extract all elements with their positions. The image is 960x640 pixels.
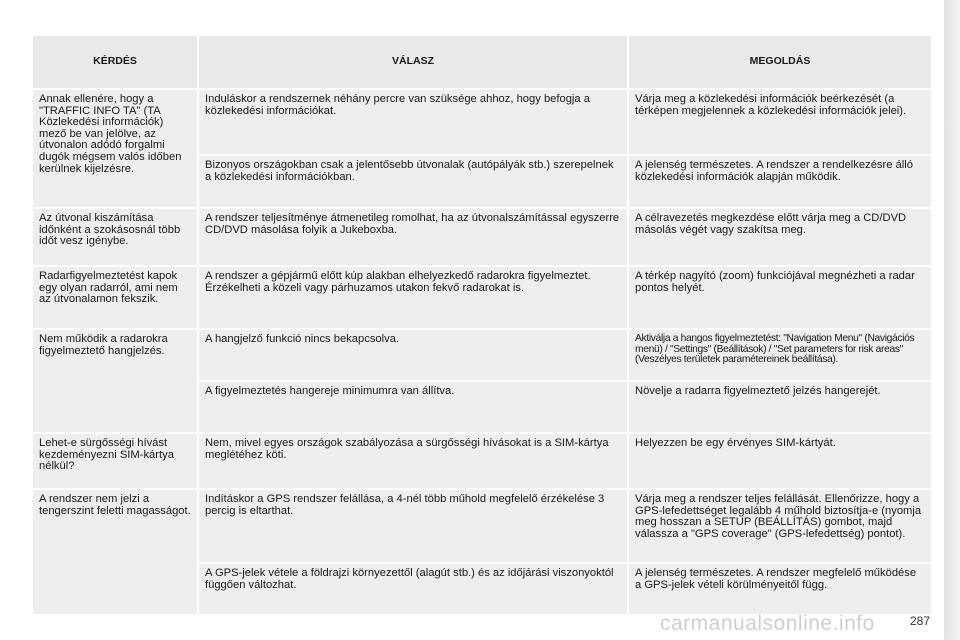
solution-cell: Helyezzen be egy érvényes SIM-kártyát. bbox=[628, 433, 932, 489]
question-cell: Az útvonal kiszámítása időnként a szokásosnál több időt vesz igénybe. bbox=[32, 208, 198, 266]
faq-table bbox=[31, 34, 933, 616]
answer-cell: A GPS-jelek vétele a földrajzi környezettől (alagút stb.) és az időjárási viszonyoktól függően változhat. bbox=[198, 563, 628, 615]
answer-cell: A rendszer teljesítménye átmenetileg romolhat, ha az útvonalszámítással egyszerre CD/DVD másolása folyik a Jukeboxba. bbox=[198, 208, 628, 266]
question-cell: Nem működik a radarokra figyelmeztető hangjelzés. bbox=[32, 329, 198, 433]
page-number: 287 bbox=[909, 614, 930, 628]
page-edge-strip bbox=[944, 0, 960, 640]
solution-cell: Aktiválja a hangos figyelmeztetést: "Navigation Menu" (Navigációs menü) / "Settings" (Beállítások) / "Set parameters for risk areas" (Veszélyes területek paramétereinek beállítása). bbox=[628, 329, 932, 381]
answer-cell: Bizonyos országokban csak a jelentősebb útvonalak (autópályák stb.) szerepelnek a közlekedési információkban. bbox=[198, 155, 628, 208]
table-row bbox=[32, 208, 932, 266]
answer-cell: A hangjelző funkció nincs bekapcsolva. bbox=[198, 329, 628, 381]
header-solution: MEGOLDÁS bbox=[628, 35, 932, 89]
question-cell: Radarfigyelmeztetést kapok egy olyan radarról, ami nem az útvonalamon fekszik. bbox=[32, 266, 198, 329]
solution-cell: A jelenség természetes. A rendszer a rendelkezésre álló közlekedési információk alapján működik. bbox=[628, 155, 932, 208]
question-cell: Annak ellenére, hogy a "TRAFFIC INFO TA" (TA Közlekedési információk) mező be van jelölve, az útvonalon adódó forgalmi dugók mégsem valós időben kerülnek kijelzésre. bbox=[32, 89, 198, 208]
solution-cell: Várja meg a közlekedési információk beérkezését (a térképen megjelennek a közlekedési információk jelei). bbox=[628, 89, 932, 155]
answer-cell: Induláskor a rendszernek néhány percre van szüksége ahhoz, hogy befogja a közlekedési információkat. bbox=[198, 89, 628, 155]
watermark: carmanualsonline.info bbox=[660, 612, 875, 635]
solution-cell: A célravezetés megkezdése előtt várja meg a CD/DVD másolás végét vagy szakítsa meg. bbox=[628, 208, 932, 266]
answer-cell: Indításkor a GPS rendszer felállása, a 4-nél több műhold megfelelő érzékelése 3 percig is eltarthat. bbox=[198, 489, 628, 563]
answer-cell: A rendszer a gépjármű előtt kúp alakban elhelyezkedő radarokra figyelmeztet. Érzékelheti a közeli vagy párhuzamos utakon fekvő radarokat is. bbox=[198, 266, 628, 329]
solution-cell: Növelje a radarra figyelmeztető jelzés hangerejét. bbox=[628, 381, 932, 433]
header-answer: VÁLASZ bbox=[198, 35, 628, 89]
solution-cell: Várja meg a rendszer teljes felállását. Ellenőrizze, hogy a GPS-lefedettséget legalább 4 műhold biztosítja-e (nyomja meg hosszan a SETUP (BEÁLLÍTÁS) gombot, majd válassza a "GPS coverage" (GPS-lefedettség) pontot). bbox=[628, 489, 932, 563]
table-row bbox=[32, 433, 932, 489]
header-question: KÉRDÉS bbox=[32, 35, 198, 89]
solution-cell: A térkép nagyító (zoom) funkciójával megnézheti a radar pontos helyét. bbox=[628, 266, 932, 329]
table-row bbox=[32, 89, 932, 155]
table-header-row bbox=[32, 35, 932, 89]
table-row bbox=[32, 489, 932, 563]
answer-cell: A figyelmeztetés hangereje minimumra van állítva. bbox=[198, 381, 628, 433]
question-cell: Lehet-e sürgősségi hívást kezdeményezni SIM-kártya nélkül? bbox=[32, 433, 198, 489]
question-cell: A rendszer nem jelzi a tengerszint feletti magasságot. bbox=[32, 489, 198, 615]
answer-cell: Nem, mivel egyes országok szabályozása a sürgősségi hívásokat is a SIM-kártya meglétéhez köti. bbox=[198, 433, 628, 489]
solution-cell: A jelenség természetes. A rendszer megfelelő működése a GPS-jelek vételi körülményeitől függ. bbox=[628, 563, 932, 615]
table-row bbox=[32, 329, 932, 381]
table-row bbox=[32, 266, 932, 329]
